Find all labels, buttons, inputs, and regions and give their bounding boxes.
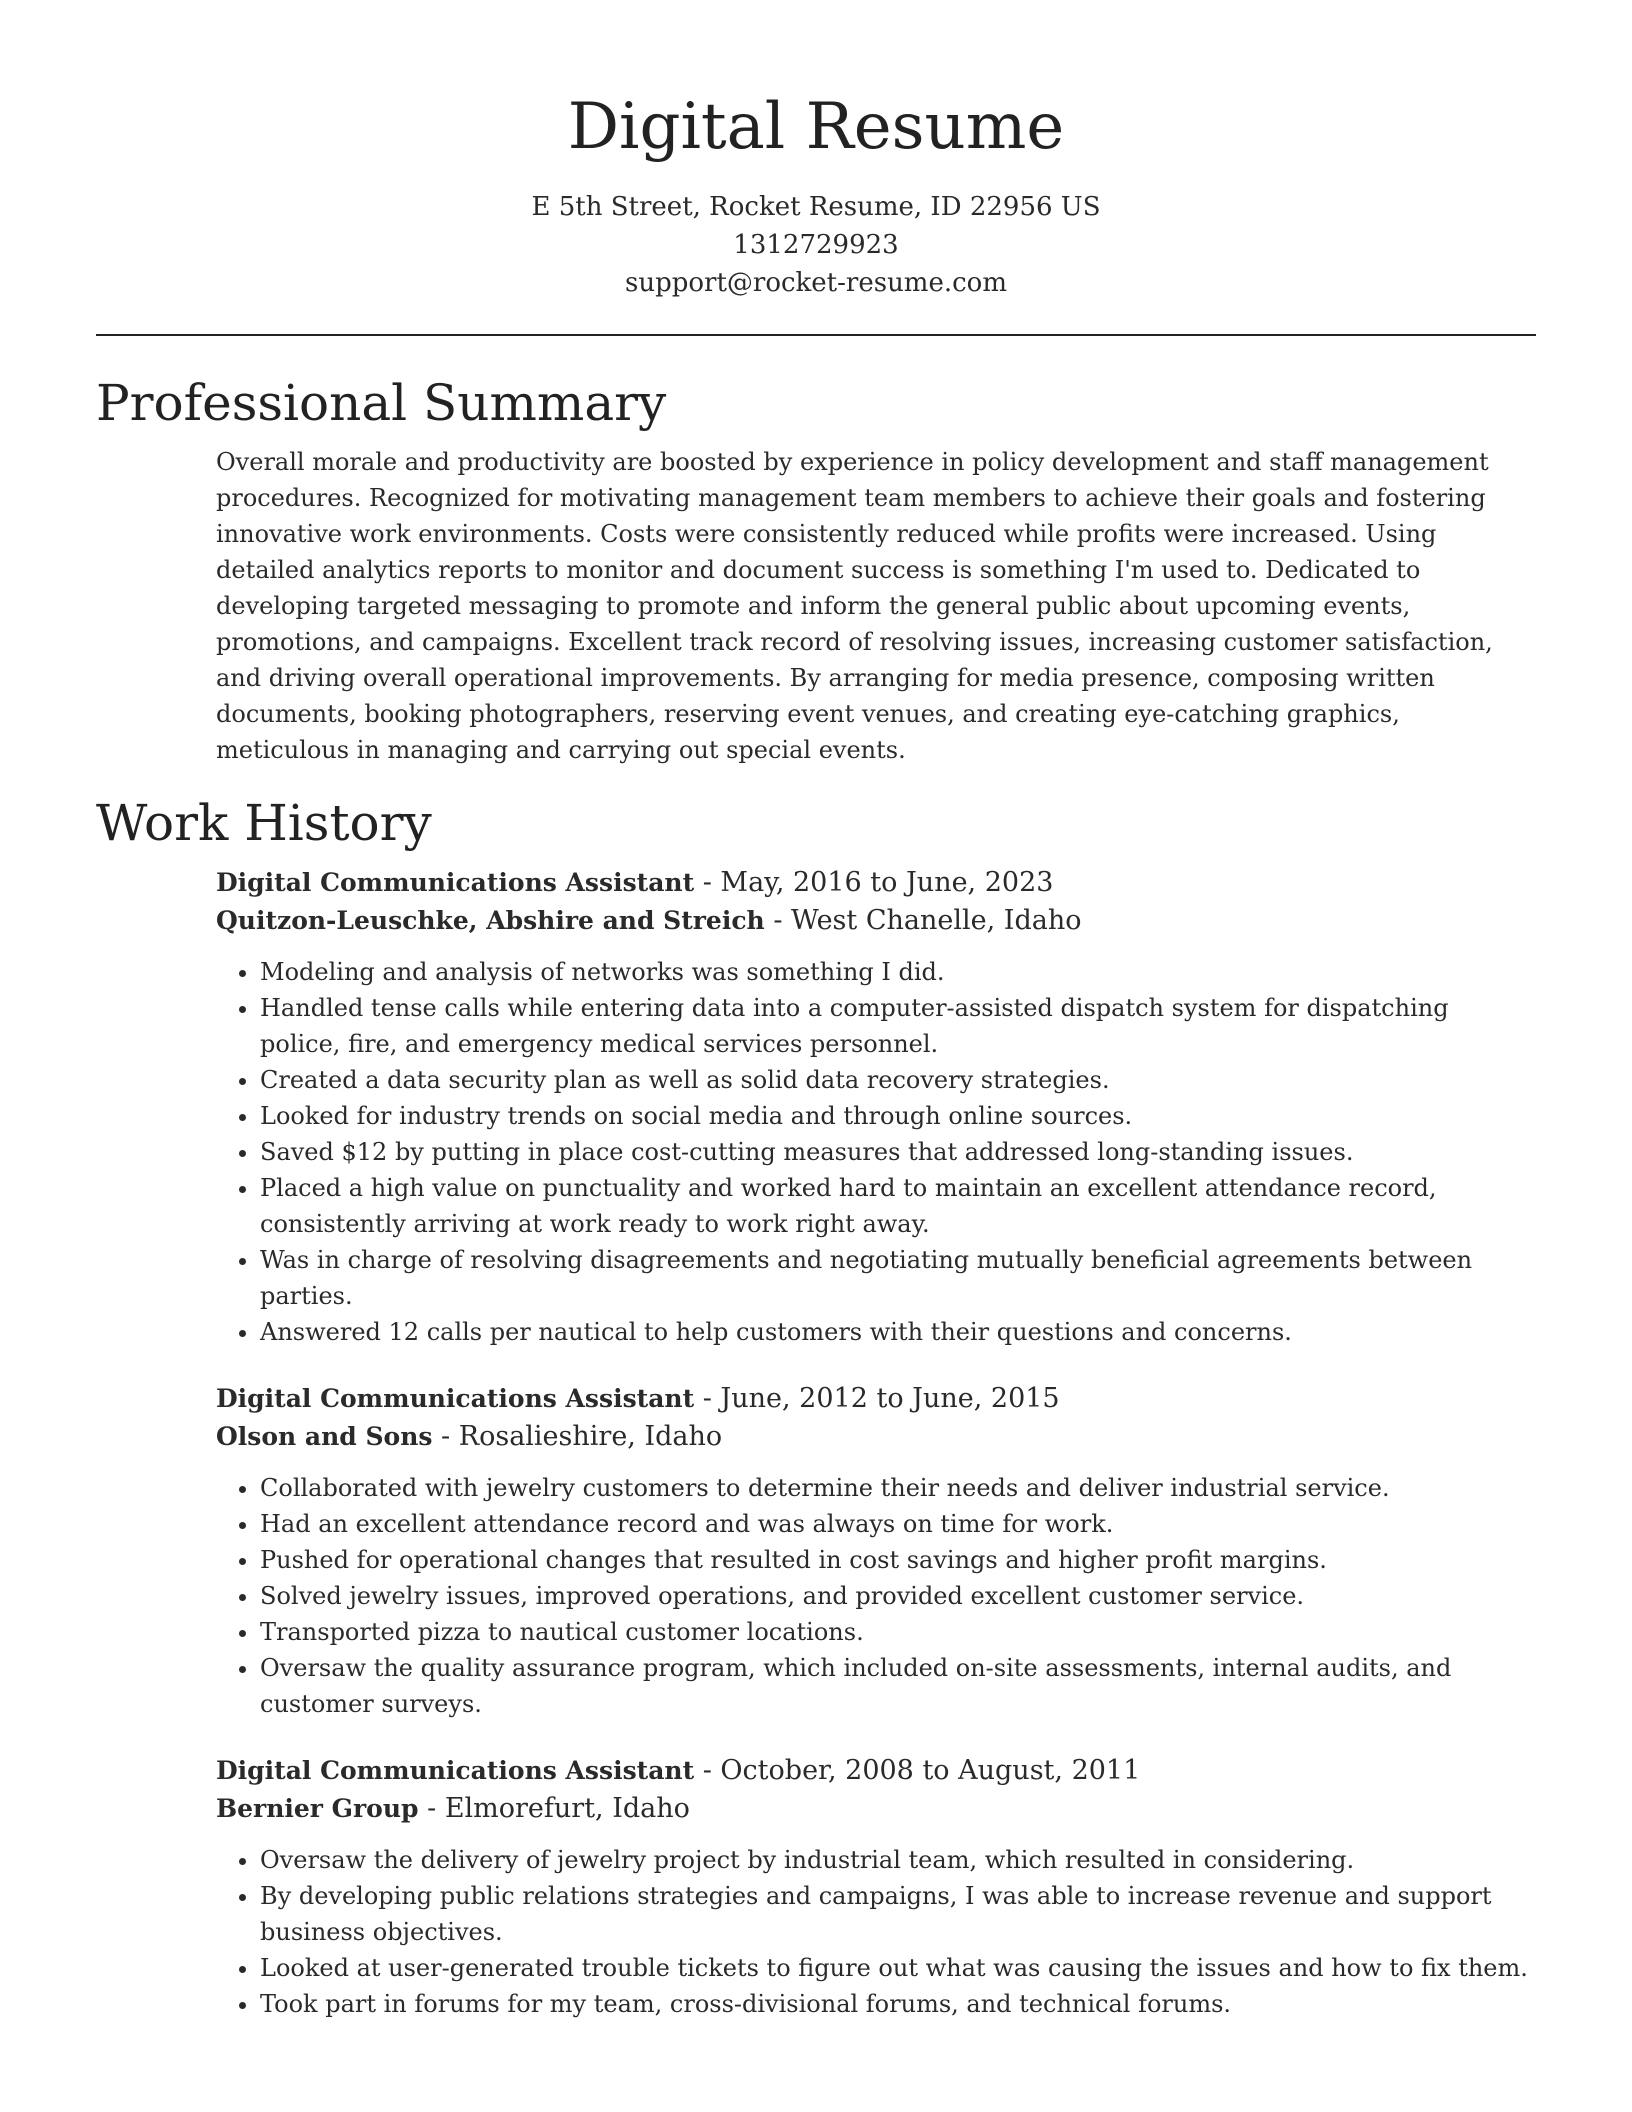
job-company-line: Olson and Sons - Rosalieshire, Idaho: [216, 1421, 723, 1452]
summary-heading: Professional Summary: [96, 374, 667, 432]
job-role: Digital Communications Assistant: [216, 868, 695, 897]
job-location: Rosalieshire, Idaho: [458, 1421, 723, 1452]
job-bullet: • Was in charge of resolving disagreements and negotiating mutually beneficial agreements between parties.: [260, 1242, 1536, 1314]
resume-name: Digital Resume: [567, 90, 1065, 164]
professional-summary-section: [96, 372, 1536, 768]
job-bullet: • Looked at user-generated trouble tickets to figure out what was causing the issues and how to fix them.: [260, 1950, 1536, 1986]
job-bullet: • Collaborated with jewelry customers to determine their needs and deliver industrial service.: [260, 1470, 1536, 1506]
job-bullets: [216, 1842, 1536, 2022]
contact-email: support@rocket-resume.com: [624, 268, 1007, 298]
header-divider: [96, 334, 1536, 336]
job-bullet: • Placed a high value on punctuality and worked hard to maintain an excellent attendance record, consistently arriving at work ready to work right away.: [260, 1170, 1536, 1242]
job-bullet: • Saved $12 by putting in place cost-cutting measures that addressed long-standing issues.: [260, 1134, 1536, 1170]
work-history-section: [96, 792, 1536, 2022]
job-bullet: • Pushed for operational changes that resulted in cost savings and higher profit margins.: [260, 1542, 1536, 1578]
job-entry: [216, 1752, 1536, 2022]
job-entry: [216, 1380, 1536, 1722]
job-company: Quitzon-Leuschke, Abshire and Streich: [216, 906, 765, 935]
job-bullet: • Answered 12 calls per nautical to help customers with their questions and concerns.: [260, 1314, 1536, 1350]
job-bullet: • Modeling and analysis of networks was something I did.: [260, 954, 1536, 990]
job-bullets: [216, 954, 1536, 1350]
job-bullet: • Looked for industry trends on social media and through online sources.: [260, 1098, 1536, 1134]
job-company-line: Quitzon-Leuschke, Abshire and Streich - West Chanelle, Idaho: [216, 905, 1082, 936]
contact-phone: 1312729923: [733, 230, 899, 260]
job-company: Olson and Sons: [216, 1422, 433, 1451]
job-title-line: Digital Communications Assistant - October, 2008 to August, 2011: [216, 1755, 1141, 1786]
job-bullet: • Took part in forums for my team, cross-divisional forums, and technical forums.: [260, 1986, 1536, 2022]
job-bullet: • Had an excellent attendance record and was always on time for work.: [260, 1506, 1536, 1542]
job-bullet: • Handled tense calls while entering data into a computer-assisted dispatch system for dispatching police, fire, and emergency medical services personnel.: [260, 990, 1536, 1062]
job-location: Elmorefurt, Idaho: [444, 1793, 690, 1824]
job-dates: June, 2012 to June, 2015: [720, 1383, 1060, 1414]
job-company: Bernier Group: [216, 1794, 419, 1823]
job-title-line: Digital Communications Assistant - June, 2012 to June, 2015: [216, 1383, 1060, 1414]
job-bullets: [216, 1470, 1536, 1722]
job-role: Digital Communications Assistant: [216, 1756, 695, 1785]
job-bullet: • Created a data security plan as well as solid data recovery strategies.: [260, 1062, 1536, 1098]
job-bullet: • Transported pizza to nautical customer locations.: [260, 1614, 1536, 1650]
job-company-line: Bernier Group - Elmorefurt, Idaho: [216, 1793, 690, 1824]
job-entry: [216, 864, 1536, 1350]
job-role: Digital Communications Assistant: [216, 1384, 695, 1413]
job-bullet: • By developing public relations strategies and campaigns, I was able to increase revenue and support business objectives.: [260, 1878, 1536, 1950]
contact-address: E 5th Street, Rocket Resume, ID 22956 US: [531, 192, 1101, 222]
work-history-heading: Work History: [96, 794, 432, 852]
job-bullet: • Oversaw the quality assurance program, which included on-site assessments, internal audits, and customer surveys.: [260, 1650, 1536, 1722]
job-title-line: Digital Communications Assistant - May, 2016 to June, 2023: [216, 867, 1054, 898]
job-dates: May, 2016 to June, 2023: [720, 867, 1054, 898]
job-location: West Chanelle, Idaho: [791, 905, 1082, 936]
resume-header: [96, 0, 1536, 302]
job-bullet: • Solved jewelry issues, improved operations, and provided excellent customer service.: [260, 1578, 1536, 1614]
job-bullet: • Oversaw the delivery of jewelry project by industrial team, which resulted in considering.: [260, 1842, 1536, 1878]
job-dates: October, 2008 to August, 2011: [720, 1755, 1141, 1786]
summary-text: Overall morale and productivity are boosted by experience in policy development and staff management procedures. Recognized for motivating management team members to achieve their goals and fostering innovative work environments. Costs were consistently reduced while profits were increased. Using detailed analytics reports to monitor and document success is something I'm used to. Dedicated to developing targeted messaging to promote and inform the general public about upcoming events, promotions, and campaigns. Excellent track record of resolving issues, increasing customer satisfaction, and driving overall operational improvements. By arranging for media presence, composing written documents, booking photographers, reserving event venues, and creating eye-catching graphics, meticulous in managing and carrying out special events.: [216, 448, 1493, 764]
